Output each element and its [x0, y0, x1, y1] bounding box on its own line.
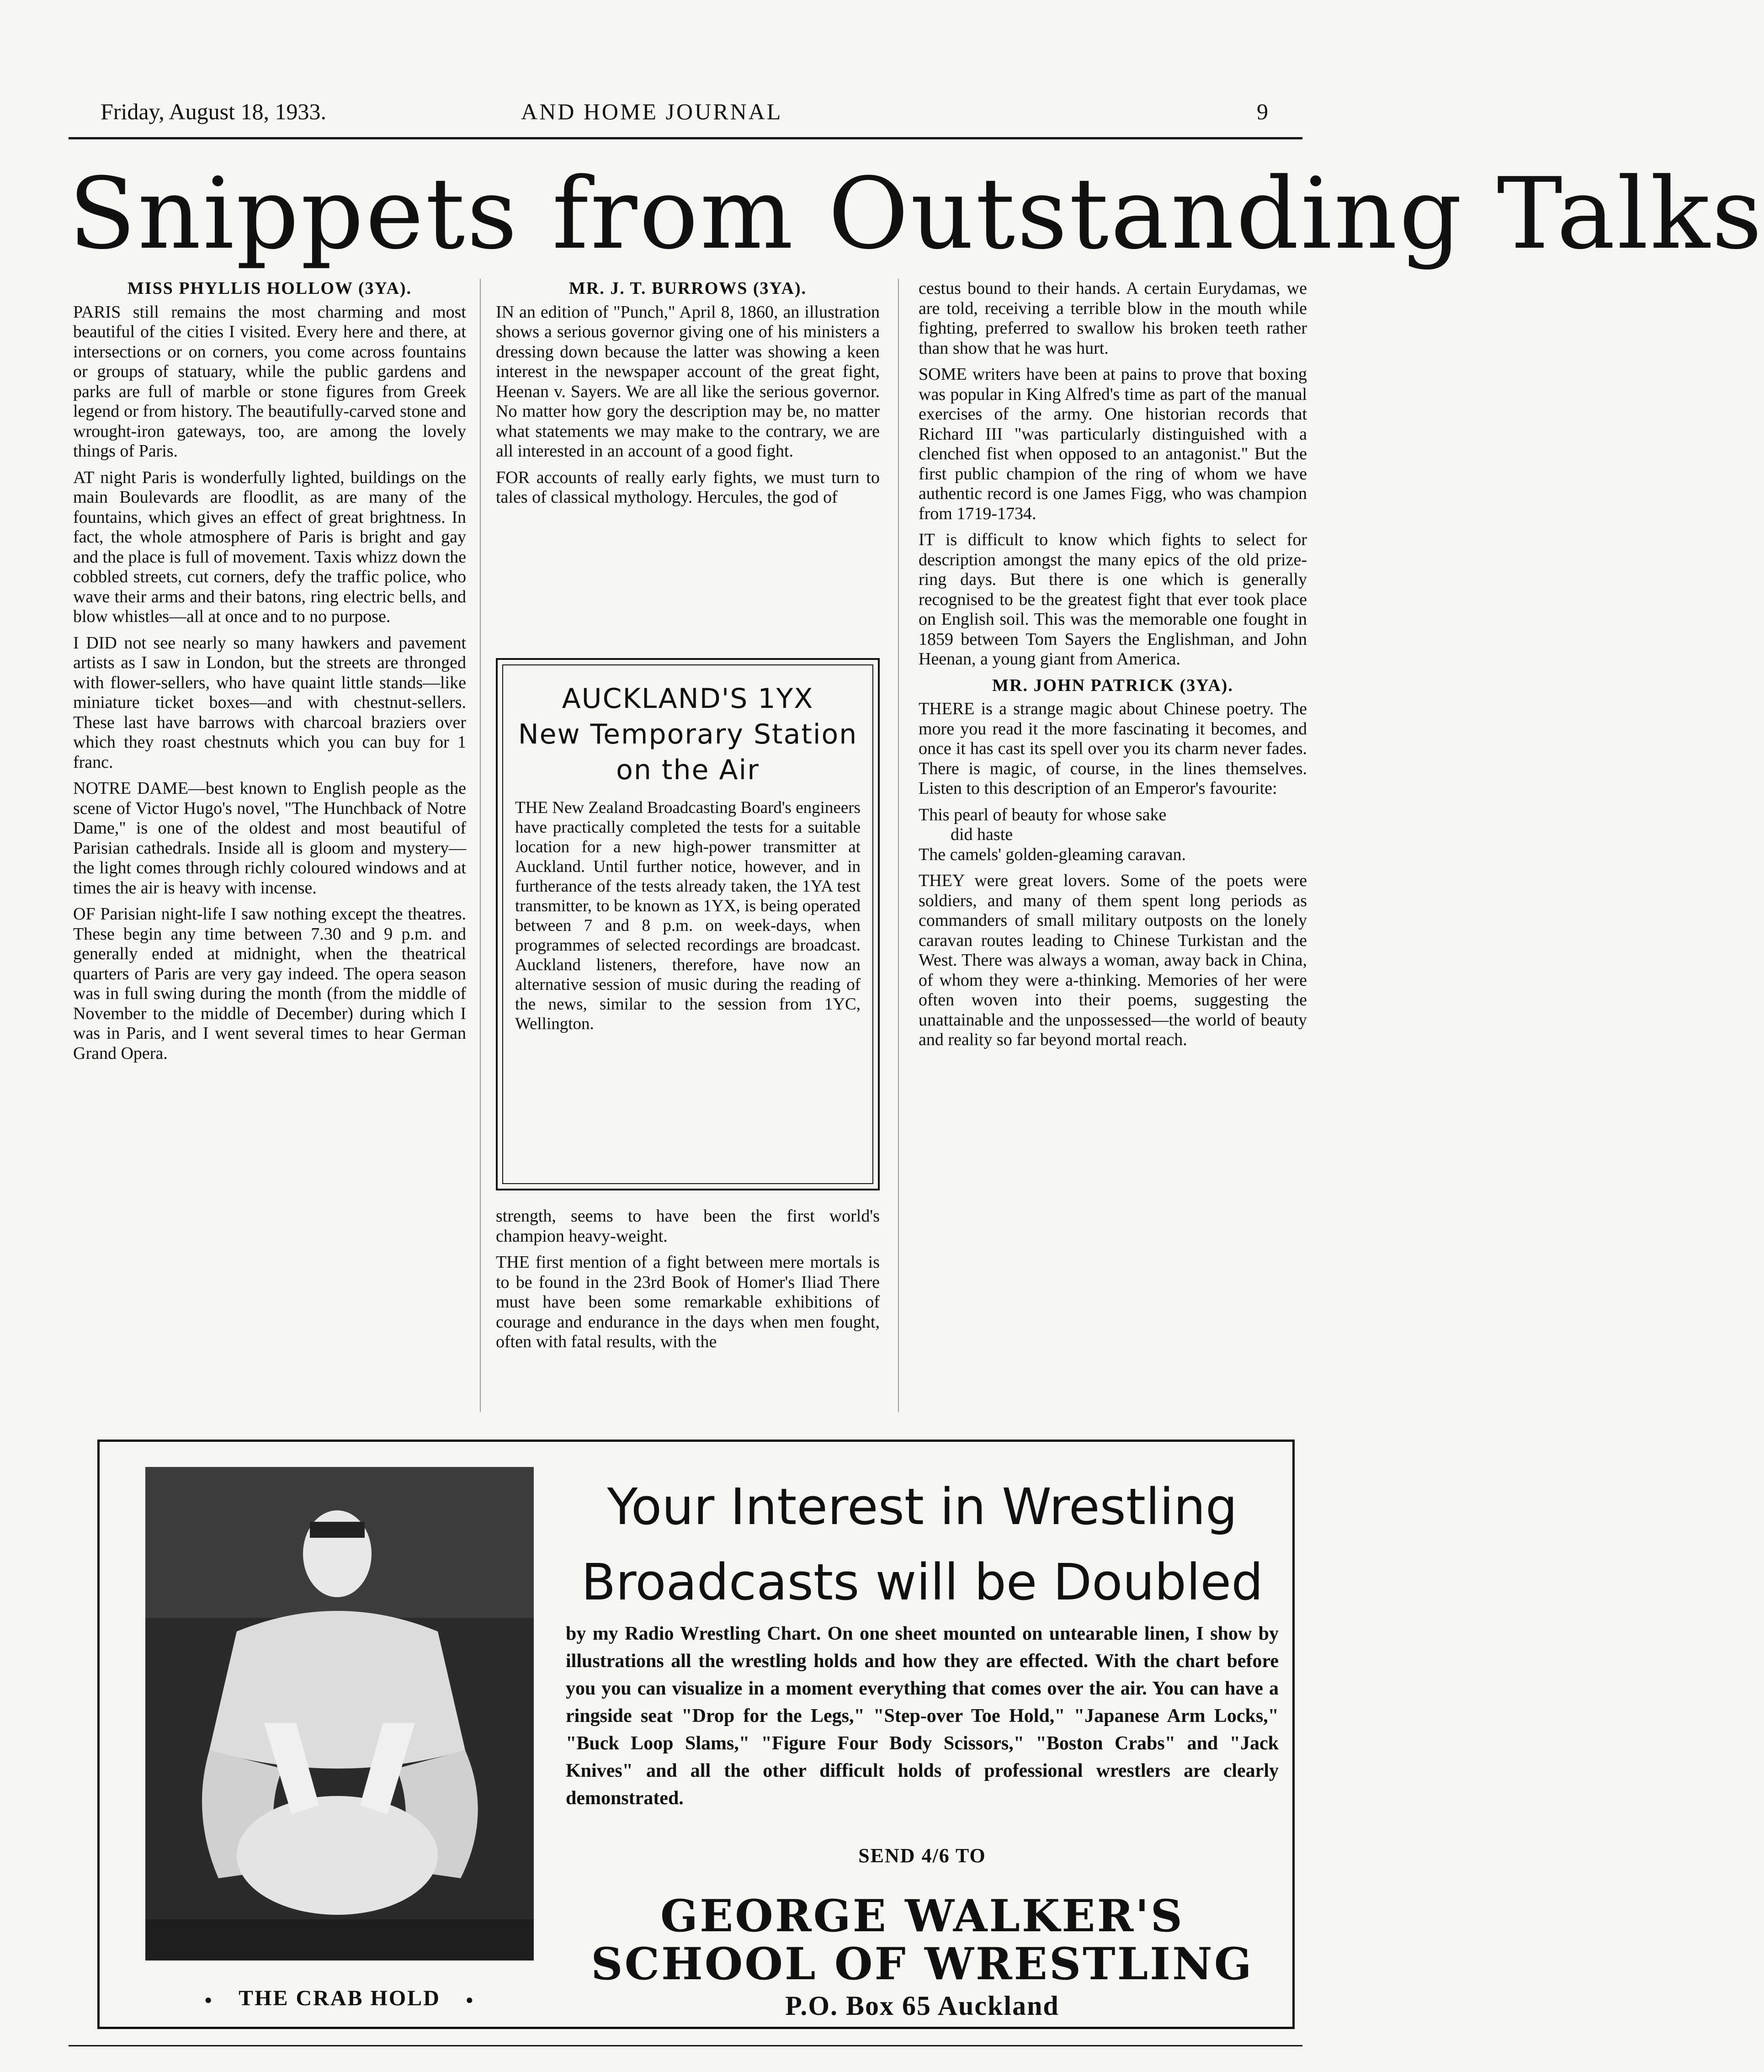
- page-header: [101, 98, 1307, 130]
- article-paragraph: PARIS still remains the most charming and most beautiful of the cities I visited. Every here and there, at intersections or on corners, you come across fountains or groups of statuary, while the public gardens and parks are full of marble or stone figures from Greek legend or from history. The beautifully-carved stone and wrought-iron gateways, too, are among the lovely things of Paris.: [73, 302, 466, 461]
- ad-headline-line: Your Interest in Wrestling: [607, 1477, 1238, 1536]
- column-1: [73, 279, 466, 1070]
- article-paragraph: THEY were great lovers. Some of the poets were soldiers, and many of them spent long periods as commanders of small military outposts on the lonely caravan routes leading to Chinese Turkistan and the West. There was always a woman, away back in China, of whom they were a-thinking. Memories of her were often woven into their poems, suggesting the unattainable and the unpossessed—the world of beauty and reality so far beyond mortal reach.: [919, 871, 1307, 1049]
- column-divider: [898, 279, 899, 1412]
- poem-line: This pearl of beauty for whose sake: [919, 805, 1167, 824]
- wrestler-illustration: [145, 1467, 534, 1960]
- wrestling-advertisement: [97, 1440, 1295, 2029]
- ad-headline-line: Broadcasts will be Doubled: [581, 1553, 1264, 1611]
- article-paragraph: FOR accounts of really early fights, we must turn to tales of classical mythology. Hercules, the god of: [496, 468, 880, 507]
- photo-caption-text: THE CRAB HOLD: [239, 1986, 441, 2010]
- news-box-1yx: [496, 658, 880, 1190]
- poem-line: did haste: [951, 825, 1013, 844]
- article-paragraph: I DID not see nearly so many hawkers and pavement artists as I saw in London, but the streets are thronged with flower-sellers, who have quaint little stands—like miniature ticket boxes—and with chestnut-sellers. These last have barrows with charcoal braziers over which they roast chestnuts which you can buy for 1 franc.: [73, 633, 466, 772]
- news-box-title-line: AUCKLAND'S 1YX: [562, 683, 814, 715]
- photo-caption: [145, 1986, 534, 2011]
- article-paragraph: THERE is a strange magic about Chinese poetry. The more you read it the more fascinating it becomes, and once it has cast its spell over you its charm never fades. There is magic, of course, in the lines themselves. Listen to this description of an Emperor's favourite:: [919, 699, 1307, 798]
- article-paragraph: SOME writers have been at pains to prove that boxing was popular in King Alfred's time as part of the manual exercises of the army. One historian records that Richard III "was particularly distinguished with a clenched fist when opposed to an antagonist." But the first public champion of the ring of whom we have authentic record is one James Figg, who was champion from 1719-1734.: [919, 365, 1307, 523]
- bullet-icon: ●: [204, 1992, 214, 2007]
- news-box-inner: [502, 664, 873, 1184]
- news-box-body: THE New Zealand Broadcasting Board's engineers have practically completed the tests for a suitable location for a new high-power transmitter at Auckland. Until further notice, however, and in furtherance of the tests already taken, the 1YA test transmitter, to be known as 1YX, is being operated between 7 and 8 p.m. on week-days, when programmes of selected recordings are broadcast. Auckland listeners, therefore, have now an alternative session of music during the reading of the news, similar to the session from 1YC, Wellington.: [515, 798, 861, 1033]
- ad-body: by my Radio Wrestling Chart. On one sheet mounted on untearable linen, I show by illustrations all the wrestling holds and how they are effected. With the chart before you you can visualize in a moment everything that comes over the air. You can have a ringside seat "Drop for the Legs," "Step-over Toe Hold," "Japanese Arm Locks," "Buck Loop Slams," "Figure Four Body Scissors," "Boston Crabs" and "Jack Knives" and all the other difficult holds of professional wrestlers are clearly demonstrated.: [566, 1623, 1279, 1809]
- page-title: Snippets from Outstanding Talks: [69, 156, 1764, 271]
- column-2-bottom: [496, 1206, 880, 1359]
- ad-school-line: GEORGE WALKER'S: [660, 1890, 1184, 1942]
- header-date: Friday, August 18, 1933.: [101, 99, 326, 124]
- article-paragraph: IN an edition of "Punch," April 8, 1860, an illustration shows a serious governor giving one of his ministers a dressing down because the latter was showing a keen interest in the newspaper account of the great fight, Heenan v. Sayers. We are all like the serious governor. No matter how gory the description may be, no matter what statements we may make to the contrary, we are all interested in an account of a good fight.: [496, 302, 880, 461]
- ad-school-line: SCHOOL OF WRESTLING: [591, 1938, 1254, 1990]
- article-paragraph: THE first mention of a fight between mere mortals is to be found in the 23rd Book of Homer's Iliad There must have been some remarkable exhibitions of courage and endurance in the days when men fought, often with fatal results, with the: [496, 1253, 880, 1351]
- news-box-title-line: New Temporary Station: [518, 718, 858, 750]
- article-paragraph: IT is difficult to know which fights to select for description amongst the many epics of the old prize-ring days. But there is one which is generally recognised to be the greatest fight that ever took place on English soil. This was the memorable one fought in 1859 between Tom Sayers the Englishman, and John Heenan, a young giant from America.: [919, 530, 1307, 669]
- ad-school-name: [566, 1892, 1279, 1988]
- header-journal: AND HOME JOURNAL: [521, 99, 783, 124]
- poem-line: The camels' golden-gleaming caravan.: [919, 845, 1186, 864]
- ad-send: SEND 4/6 TO: [858, 1844, 986, 1867]
- bullet-icon: ●: [465, 1992, 475, 2007]
- ad-headline: [566, 1469, 1279, 1620]
- article-paragraph: AT night Paris is wonderfully lighted, buildings on the main Boulevards are floodlit, as are many of the fountains, which gives an effect of great brightness. In fact, the whole atmosphere of Paris is bright and gay and the place is full of movement. Taxis whizz down the cobbled streets, cut corners, defy the traffic police, who wave their arms and their batons, ring electric bells, and blow whistles—all at once and to no purpose.: [73, 468, 466, 626]
- header-rule: [69, 137, 1302, 139]
- column-3: [919, 279, 1307, 1057]
- column-2-top: [496, 279, 880, 514]
- byline-phyllis-hollow: MISS PHYLLIS HOLLOW (3YA).: [127, 279, 412, 298]
- byline-jt-burrows: MR. J. T. BURROWS (3YA).: [569, 279, 807, 298]
- article-paragraph: cestus bound to their hands. A certain Eurydamas, we are told, receiving a terrible blow in the mouth while fighting, preferred to swallow his broken teeth rather than show that he was hurt.: [919, 279, 1307, 358]
- column-divider: [480, 279, 481, 1412]
- wrestler-photo: [145, 1467, 534, 1960]
- poem-excerpt: [919, 805, 1307, 865]
- ad-address: P.O. Box 65 Auckland: [785, 1991, 1059, 2021]
- article-paragraph: OF Parisian night-life I saw nothing except the theatres. These begin any time between 7.30 and 9 p.m. and generally ended at midnight, when the theatrical quarters of Paris are very gay indeed. The opera season was in full swing during the month (from the middle of November to the middle of December) during which I was in Paris, and I went several times to hear German Grand Opera.: [73, 904, 466, 1063]
- page-number: 9: [1257, 99, 1268, 124]
- footer-rule: [69, 2045, 1302, 2046]
- article-paragraph: strength, seems to have been the first world's champion heavy-weight.: [496, 1206, 880, 1246]
- news-box-title: [515, 681, 861, 788]
- article-paragraph: NOTRE DAME—best known to English people as the scene of Victor Hugo's novel, "The Hunchback of Notre Dame," is one of the oldest and most beautiful of Parisian cathedrals. Inside all is gloom and mystery—the light comes through richly coloured windows and at times the air is heavy with incense.: [73, 779, 466, 898]
- news-box-title-line: on the Air: [616, 754, 760, 786]
- byline-john-patrick: MR. JOHN PATRICK (3YA).: [992, 675, 1233, 695]
